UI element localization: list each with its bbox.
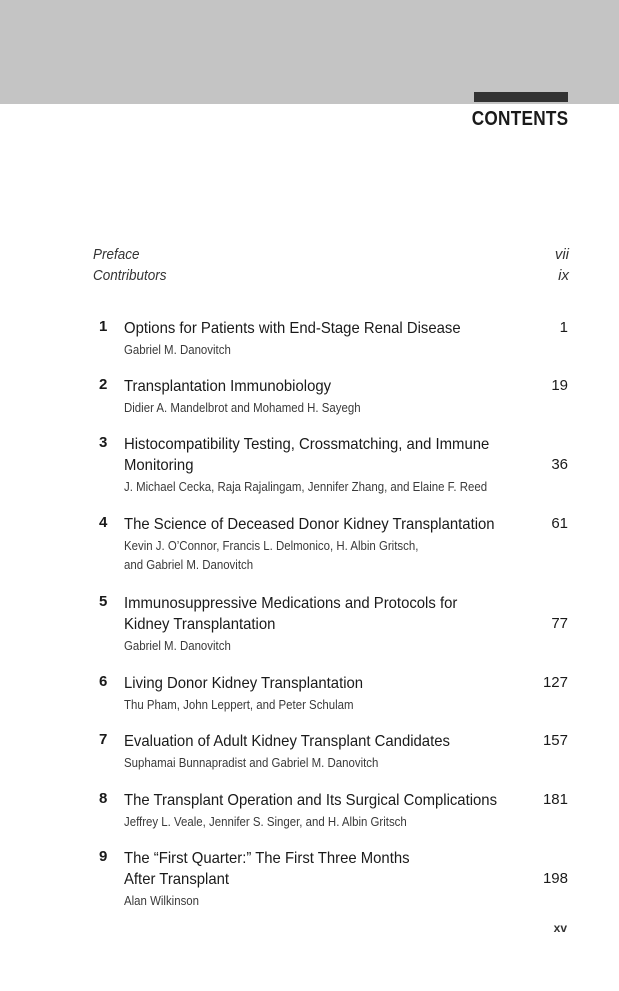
chapter-title <box>124 514 505 535</box>
chapter-authors <box>124 891 538 910</box>
chapter-number: 3 <box>99 434 108 451</box>
chapter-title <box>124 848 505 890</box>
chapter-authors <box>124 340 538 359</box>
chapter-authors <box>124 477 538 496</box>
authors-line: and Gabriel M. Danovitch <box>124 557 254 572</box>
authors-line: Jeffrey L. Veale, Jennifer S. Singer, and H. Albin Gritsch <box>124 814 407 829</box>
chapter-title-line: After Transplant <box>124 871 230 888</box>
chapter-title-line: Transplantation Immunobiology <box>124 378 332 395</box>
chapter-page: 77 <box>551 615 568 632</box>
page-number: xv <box>553 921 567 935</box>
chapter-number: 2 <box>99 376 108 393</box>
chapter-number: 9 <box>99 848 108 865</box>
chapter-title <box>124 673 505 694</box>
chapter-authors <box>124 812 538 831</box>
chapter-title-line: Histocompatibility Testing, Crossmatching, and Immune <box>124 436 490 453</box>
authors-line: Gabriel M. Danovitch <box>124 638 231 653</box>
heading-bar <box>474 92 568 102</box>
authors-line: J. Michael Cecka, Raja Rajalingam, Jennifer Zhang, and Elaine F. Reed <box>124 479 488 494</box>
chapter-title-line: Kidney Transplantation <box>124 616 276 633</box>
authors-line: Alan Wilkinson <box>124 893 200 908</box>
chapter-number: 8 <box>99 790 108 807</box>
chapter-page: 61 <box>551 515 568 532</box>
chapter-title <box>124 790 515 811</box>
front-matter-label: Contributors <box>93 267 167 284</box>
chapter-authors <box>124 753 538 772</box>
chapter-title <box>124 731 505 752</box>
page-title: CONTENTS <box>471 108 568 130</box>
front-matter-page: ix <box>558 267 569 284</box>
chapter-authors <box>124 536 538 574</box>
chapter-title-line: Options for Patients with End-Stage Renal Disease <box>124 320 461 337</box>
chapter-title-line: Immunosuppressive Medications and Protocols for <box>124 595 458 612</box>
chapter-page: 19 <box>551 377 568 394</box>
authors-line: Didier A. Mandelbrot and Mohamed H. Sayegh <box>124 400 361 415</box>
chapter-title <box>124 434 505 476</box>
chapter-title <box>124 318 505 339</box>
chapter-authors <box>124 398 538 417</box>
chapter-title-line: Living Donor Kidney Transplantation <box>124 675 364 692</box>
chapter-page: 36 <box>551 456 568 473</box>
chapter-title-line: The Transplant Operation and Its Surgical Complications <box>124 792 498 809</box>
chapter-page: 198 <box>542 870 568 887</box>
front-matter-page: vii <box>554 246 569 263</box>
front-matter-label: Preface <box>93 246 140 263</box>
chapter-page: 1 <box>559 319 568 336</box>
chapter-authors <box>124 695 538 714</box>
chapter-page: 127 <box>542 674 568 691</box>
chapter-title <box>124 376 505 397</box>
header-band <box>0 0 619 104</box>
chapter-number: 6 <box>99 673 108 690</box>
authors-line: Thu Pham, John Leppert, and Peter Schulam <box>124 697 354 712</box>
chapter-number: 7 <box>99 731 108 748</box>
chapter-title-line: The Science of Deceased Donor Kidney Transplantation <box>124 516 495 533</box>
chapter-number: 4 <box>99 514 108 531</box>
chapter-authors <box>124 636 538 655</box>
chapter-title-line: Evaluation of Adult Kidney Transplant Candidates <box>124 733 450 750</box>
authors-line: Gabriel M. Danovitch <box>124 342 231 357</box>
chapter-title-line: Monitoring <box>124 457 194 474</box>
chapter-title <box>124 593 505 635</box>
chapter-page: 181 <box>542 791 568 808</box>
authors-line: Suphamai Bunnapradist and Gabriel M. Danovitch <box>124 755 379 770</box>
chapter-title-line: The “First Quarter:” The First Three Months <box>124 850 410 867</box>
chapter-page: 157 <box>542 732 568 749</box>
chapter-number: 5 <box>99 593 108 610</box>
authors-line: Kevin J. O’Connor, Francis L. Delmonico, H. Albin Gritsch, <box>124 538 419 553</box>
chapter-number: 1 <box>99 318 108 335</box>
